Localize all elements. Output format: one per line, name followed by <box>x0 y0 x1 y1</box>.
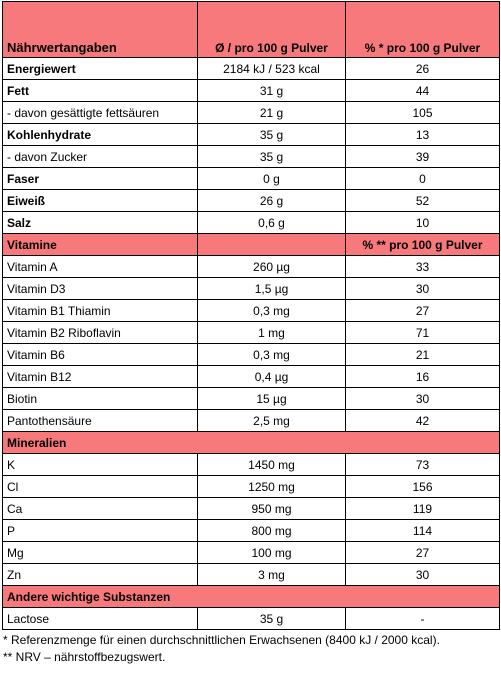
row-percent: 39 <box>346 146 500 168</box>
table-row <box>3 80 500 102</box>
table-row <box>3 278 500 300</box>
table-row <box>3 102 500 124</box>
row-name: Pantothensäure <box>3 410 198 432</box>
row-percent: 0 <box>346 168 500 190</box>
row-value: 260 µg <box>198 256 346 278</box>
row-value: 1250 mg <box>198 476 346 498</box>
section-vitamins <box>3 234 500 256</box>
table-row <box>3 168 500 190</box>
header-name: Nährwertangaben <box>3 2 198 58</box>
row-value: 1,5 µg <box>198 278 346 300</box>
header-per100: Ø / pro 100 g Pulver <box>198 2 346 58</box>
row-name: Fett <box>3 80 198 102</box>
section-empty <box>198 234 346 256</box>
row-name: P <box>3 520 198 542</box>
row-name: Kohlenhydrate <box>3 124 198 146</box>
footnotes <box>3 632 440 666</box>
row-name: Vitamin B12 <box>3 366 198 388</box>
table-row <box>3 322 500 344</box>
table-row <box>3 344 500 366</box>
row-value: 1 mg <box>198 322 346 344</box>
row-percent: 42 <box>346 410 500 432</box>
row-name: Vitamin D3 <box>3 278 198 300</box>
table-row <box>3 476 500 498</box>
table-row <box>3 454 500 476</box>
table-row <box>3 58 500 80</box>
row-percent: - <box>346 608 500 630</box>
table-row <box>3 410 500 432</box>
row-name: Vitamin B2 Riboflavin <box>3 322 198 344</box>
row-value: 1450 mg <box>198 454 346 476</box>
nutrition-table <box>2 1 500 630</box>
row-percent: 105 <box>346 102 500 124</box>
row-value: 0 g <box>198 168 346 190</box>
header-percent: % * pro 100 g Pulver <box>346 2 500 58</box>
table-row <box>3 366 500 388</box>
section-title: Mineralien <box>3 432 500 454</box>
row-percent: 156 <box>346 476 500 498</box>
row-value: 2,5 mg <box>198 410 346 432</box>
row-percent: 30 <box>346 564 500 586</box>
footnote-nrv: ** NRV – nährstoffbezugswert. <box>3 650 166 664</box>
row-value: 0,3 mg <box>198 300 346 322</box>
row-value: 950 mg <box>198 498 346 520</box>
row-name: Mg <box>3 542 198 564</box>
row-value: 0,3 mg <box>198 344 346 366</box>
row-percent: 119 <box>346 498 500 520</box>
table-row <box>3 256 500 278</box>
row-percent: 71 <box>346 322 500 344</box>
section-other <box>3 586 500 608</box>
table-row <box>3 190 500 212</box>
table-row <box>3 498 500 520</box>
row-percent: 30 <box>346 388 500 410</box>
row-value: 100 mg <box>198 542 346 564</box>
footnote-reference: * Referenzmenge für einen durchschnittlichen Erwachsenen (8400 kJ / 2000 kcal). <box>3 633 440 647</box>
row-name: Ca <box>3 498 198 520</box>
row-name: K <box>3 454 198 476</box>
table-row <box>3 388 500 410</box>
row-name: Energiewert <box>3 58 198 80</box>
row-percent: 73 <box>346 454 500 476</box>
row-value: 3 mg <box>198 564 346 586</box>
row-name: - davon Zucker <box>3 146 198 168</box>
row-name: - davon gesättigte fettsäuren <box>3 102 198 124</box>
row-value: 15 µg <box>198 388 346 410</box>
row-percent: 33 <box>346 256 500 278</box>
row-percent: 30 <box>346 278 500 300</box>
row-name: Lactose <box>3 608 198 630</box>
row-percent: 27 <box>346 542 500 564</box>
table-row <box>3 212 500 234</box>
table-row <box>3 520 500 542</box>
row-percent: 26 <box>346 58 500 80</box>
table-row <box>3 542 500 564</box>
row-name: Biotin <box>3 388 198 410</box>
table-row <box>3 124 500 146</box>
row-name: Cl <box>3 476 198 498</box>
row-name: Vitamin B1 Thiamin <box>3 300 198 322</box>
row-value: 35 g <box>198 608 346 630</box>
row-percent: 13 <box>346 124 500 146</box>
section-minerals <box>3 432 500 454</box>
row-name: Vitamin B6 <box>3 344 198 366</box>
table-row <box>3 608 500 630</box>
row-percent: 44 <box>346 80 500 102</box>
row-value: 35 g <box>198 124 346 146</box>
row-percent: 16 <box>346 366 500 388</box>
section-percent-header: % ** pro 100 g Pulver <box>346 234 500 256</box>
row-name: Faser <box>3 168 198 190</box>
section-title: Andere wichtige Substanzen <box>3 586 500 608</box>
section-title: Vitamine <box>3 234 198 256</box>
row-name: Vitamin A <box>3 256 198 278</box>
row-value: 35 g <box>198 146 346 168</box>
row-name: Zn <box>3 564 198 586</box>
row-name: Eiweiß <box>3 190 198 212</box>
header-row <box>3 2 500 58</box>
row-percent: 27 <box>346 300 500 322</box>
row-value: 0,6 g <box>198 212 346 234</box>
table-row <box>3 564 500 586</box>
table-row <box>3 146 500 168</box>
row-value: 800 mg <box>198 520 346 542</box>
row-value: 31 g <box>198 80 346 102</box>
nutrition-table-body <box>3 2 500 630</box>
row-name: Salz <box>3 212 198 234</box>
row-percent: 114 <box>346 520 500 542</box>
row-value: 0,4 µg <box>198 366 346 388</box>
row-percent: 52 <box>346 190 500 212</box>
row-percent: 10 <box>346 212 500 234</box>
row-value: 2184 kJ / 523 kcal <box>198 58 346 80</box>
row-percent: 21 <box>346 344 500 366</box>
row-value: 21 g <box>198 102 346 124</box>
table-row <box>3 300 500 322</box>
row-value: 26 g <box>198 190 346 212</box>
